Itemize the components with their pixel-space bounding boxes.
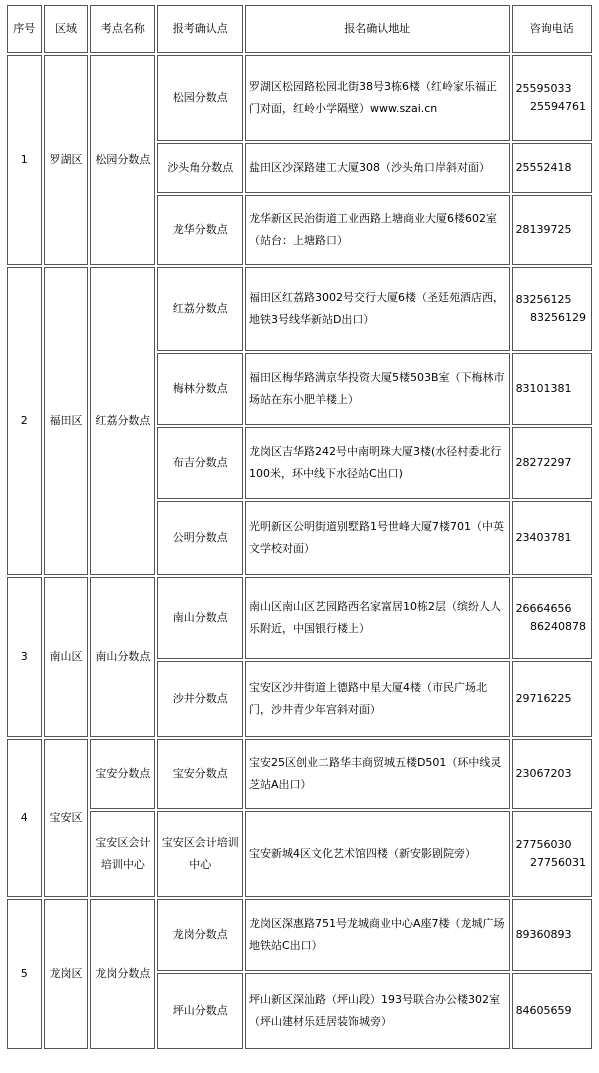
exam-points-table bbox=[5, 3, 594, 1051]
phone-number: 25552418 bbox=[515, 161, 572, 174]
phone-number: 27756030 bbox=[515, 838, 572, 851]
phone-number: 28272297 bbox=[515, 456, 572, 469]
row-address: 福田区梅华路满京华投资大厦5楼503B室（下梅林市场站在东小肥羊楼上） bbox=[245, 353, 510, 425]
phone-number: 26664656 bbox=[515, 602, 572, 615]
header-address: 报名确认地址 bbox=[245, 5, 510, 53]
table-row bbox=[7, 267, 592, 351]
row-phone bbox=[512, 811, 592, 897]
header-row bbox=[7, 5, 592, 53]
row-point: 宝安分数点 bbox=[157, 739, 242, 809]
phone-number: 23403781 bbox=[515, 531, 572, 544]
row-point: 红荔分数点 bbox=[157, 267, 242, 351]
row-point: 沙头角分数点 bbox=[157, 143, 242, 193]
row-district: 龙岗区 bbox=[44, 899, 89, 1049]
row-address: 宝安新城4区文化艺术馆四楼（新安影剧院旁） bbox=[245, 811, 510, 897]
row-phone bbox=[512, 353, 592, 425]
row-no: 4 bbox=[7, 739, 42, 897]
row-address: 宝安25区创业二路华丰商贸城五楼D501（环中线灵芝站A出口） bbox=[245, 739, 510, 809]
row-phone bbox=[512, 427, 592, 499]
row-no: 2 bbox=[7, 267, 42, 575]
table-row bbox=[7, 55, 592, 141]
phone-number: 29716225 bbox=[515, 692, 572, 705]
header-venue: 考点名称 bbox=[90, 5, 155, 53]
row-point: 坪山分数点 bbox=[157, 973, 242, 1049]
row-no: 5 bbox=[7, 899, 42, 1049]
phone-number: 83101381 bbox=[515, 382, 572, 395]
row-phone bbox=[512, 195, 592, 265]
phone-number: 23067203 bbox=[515, 767, 572, 780]
table-row bbox=[7, 899, 592, 971]
row-no: 1 bbox=[7, 55, 42, 265]
header-phone: 咨询电话 bbox=[512, 5, 592, 53]
row-phone bbox=[512, 661, 592, 737]
phone-number: 83256125 bbox=[515, 293, 572, 306]
row-point: 龙华分数点 bbox=[157, 195, 242, 265]
row-address: 南山区南山区艺园路西名家富居10栋2层（缤纷人人乐附近，中国银行楼上） bbox=[245, 577, 510, 659]
row-venue: 松园分数点 bbox=[90, 55, 155, 265]
header-point: 报考确认点 bbox=[157, 5, 242, 53]
row-point: 南山分数点 bbox=[157, 577, 242, 659]
row-address: 龙华新区民治街道工业西路上塘商业大厦6楼602室（站台：上塘路口） bbox=[245, 195, 510, 265]
row-phone bbox=[512, 267, 592, 351]
header-district: 区域 bbox=[44, 5, 89, 53]
row-phone bbox=[512, 501, 592, 575]
table-row bbox=[7, 811, 592, 897]
row-district: 南山区 bbox=[44, 577, 89, 737]
row-phone bbox=[512, 143, 592, 193]
row-address: 龙岗区吉华路242号中南明珠大厦3楼(水径村委北行100米，环中线下水径站C出口) bbox=[245, 427, 510, 499]
row-address: 宝安区沙井街道上德路中星大厦4楼（市民广场北门，沙井青少年宫斜对面） bbox=[245, 661, 510, 737]
header-no: 序号 bbox=[7, 5, 42, 53]
row-phone bbox=[512, 55, 592, 141]
row-address: 罗湖区松园路松园北街38号3栋6楼（红岭家乐福正门对面，红岭小学隔壁）www.szai.cn bbox=[245, 55, 510, 141]
row-venue: 南山分数点 bbox=[90, 577, 155, 737]
row-point: 松园分数点 bbox=[157, 55, 242, 141]
row-district: 宝安区 bbox=[44, 739, 89, 897]
phone-number: 27756031 bbox=[530, 856, 586, 869]
phone-number: 84605659 bbox=[515, 1004, 572, 1017]
row-point: 龙岗分数点 bbox=[157, 899, 242, 971]
row-address: 盐田区沙深路建工大厦308（沙头角口岸斜对面） bbox=[245, 143, 510, 193]
table-row bbox=[7, 577, 592, 659]
row-address: 福田区红荔路3002号交行大厦6楼（圣廷苑酒店西，地铁3号线华新站D出口） bbox=[245, 267, 510, 351]
row-point: 公明分数点 bbox=[157, 501, 242, 575]
row-venue: 龙岗分数点 bbox=[90, 899, 155, 1049]
row-district: 罗湖区 bbox=[44, 55, 89, 265]
row-point: 沙井分数点 bbox=[157, 661, 242, 737]
row-phone bbox=[512, 739, 592, 809]
row-venue: 宝安分数点 bbox=[90, 739, 155, 809]
row-venue: 红荔分数点 bbox=[90, 267, 155, 575]
row-no: 3 bbox=[7, 577, 42, 737]
row-point: 梅林分数点 bbox=[157, 353, 242, 425]
row-district: 福田区 bbox=[44, 267, 89, 575]
row-point: 宝安区会计培训中心 bbox=[157, 811, 242, 897]
phone-number: 86240878 bbox=[530, 620, 586, 633]
table-row bbox=[7, 739, 592, 809]
row-phone bbox=[512, 577, 592, 659]
row-address: 坪山新区深汕路（坪山段）193号联合办公楼302室（坪山建材乐廷居装饰城旁） bbox=[245, 973, 510, 1049]
row-point: 布吉分数点 bbox=[157, 427, 242, 499]
phone-number: 83256129 bbox=[530, 311, 586, 324]
row-address: 光明新区公明街道别墅路1号世峰大厦7楼701（中英文学校对面） bbox=[245, 501, 510, 575]
phone-number: 25595033 bbox=[515, 82, 572, 95]
phone-number: 25594761 bbox=[530, 100, 586, 113]
phone-number: 89360893 bbox=[515, 928, 572, 941]
row-phone bbox=[512, 973, 592, 1049]
row-venue: 宝安区会计培训中心 bbox=[90, 811, 155, 897]
row-phone bbox=[512, 899, 592, 971]
phone-number: 28139725 bbox=[515, 223, 572, 236]
row-address: 龙岗区深惠路751号龙城商业中心A座7楼（龙城广场地铁站C出口） bbox=[245, 899, 510, 971]
